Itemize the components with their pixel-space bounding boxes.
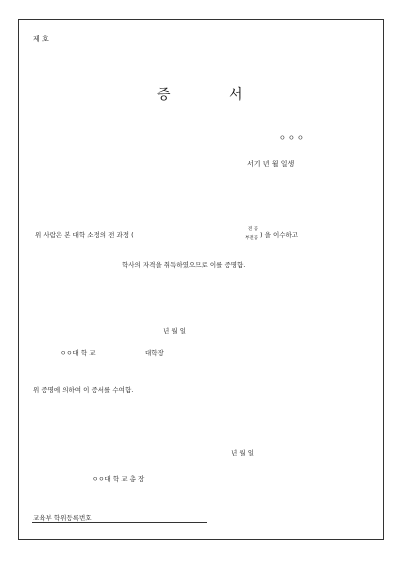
- document-number-label: 제 호: [33, 35, 49, 43]
- statement-line-1-end: ) 을 이수하고: [260, 231, 299, 239]
- statement-line-1-start: 위 사람은 본 대학 소정의 전 과정 (: [35, 231, 134, 239]
- registration-number-underline: [32, 522, 207, 523]
- name-placeholder-circles: ㅇ ㅇ ㅇ: [279, 134, 304, 142]
- certificate-page: [18, 19, 384, 540]
- award-date: 년 월 일: [231, 449, 254, 457]
- award-statement: 위 증명에 의하여 이 증서를 수여함.: [33, 386, 134, 394]
- title-char-1: 증: [157, 87, 171, 103]
- title-char-2: 서: [229, 87, 243, 103]
- birth-date-line: 서기 년 월 일생: [247, 160, 295, 168]
- chancellor-signature: ㅇㅇ대 학 교 총 장: [92, 475, 145, 483]
- issue-date: 년 월 일: [163, 327, 186, 335]
- minor-label: 부전공: [245, 236, 259, 241]
- major-label: 전 공: [248, 227, 259, 232]
- university-name: ㅇㅇ대 학 교: [60, 349, 96, 357]
- statement-line-2: 학사의 자격을 취득하였으므로 이를 증명함.: [122, 261, 246, 269]
- degree-registration-number-label: 교육부 학위등록번호: [33, 514, 92, 522]
- dean-title: 대학장: [145, 349, 164, 357]
